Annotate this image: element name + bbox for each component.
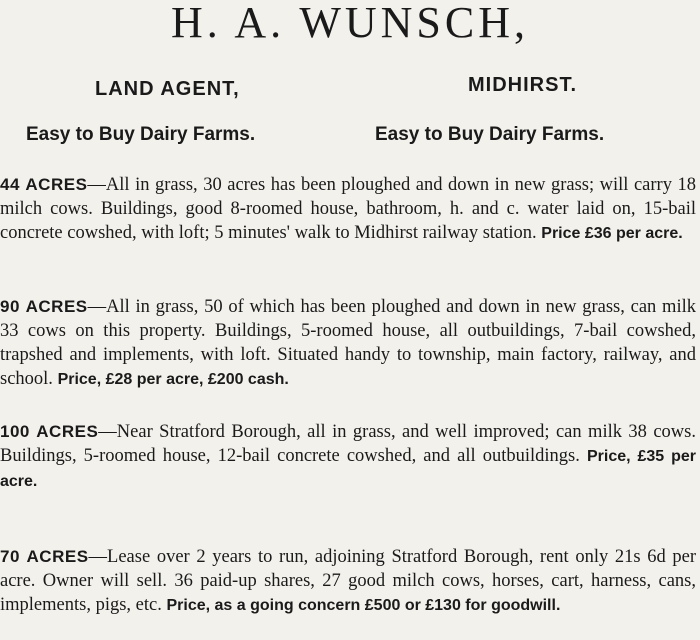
agent-role: LAND AGENT, [95,78,240,100]
listing-body: —All in grass, 30 acres has been ploughed and down in new grass; will carry 18 milch cows. Buildings, good 8-roomed house, bathroom, h. and c. water laid on, 15-bail concrete cowshed, with loft; 5 minutes' walk to Midhirst railway station. [0,175,696,243]
listing-price: Price £36 per acre. [541,225,683,242]
slogan-left: Easy to Buy Dairy Farms. [26,124,256,145]
slogan-right: Easy to Buy Dairy Farms. [375,124,605,145]
listing-body: —Near Stratford Borough, all in grass, and well improved; can milk 38 cows. Buildings, 5-roomed house, 12-bail concrete cowshed, and all outbuildings. [0,422,696,466]
listing-lead: 70 ACRES [0,547,89,566]
listing-price: Price, £35 per acre. [0,448,696,490]
listing-lead: 90 ACRES [0,297,88,316]
listing-body: —All in grass, 50 of which has been ploughed and down in new grass, can milk 33 cows on this property. Buildings, 5-roomed house, all outbuildings, 7-bail cowshed, trapshed and implements, with loft. Situated handy to township, main factory, railway, and school. [0,297,696,389]
agent-location: MIDHIRST. [468,74,577,96]
listing-90-acres [0,295,696,392]
listing-70-acres [0,545,696,618]
listing-100-acres [0,420,696,494]
listing-lead: 44 ACRES [0,175,88,194]
listing-price: Price, £28 per acre, £200 cash. [57,371,289,388]
listing-price: Price, as a going concern £500 or £130 for goodwill. [166,597,561,614]
listing-lead: 100 ACRES [0,422,99,441]
listing-44-acres [0,173,696,246]
agent-name-heading: H. A. WUNSCH, [170,0,529,47]
listing-body: —Lease over 2 years to run, adjoining Stratford Borough, rent only 21s 6d per acre. Owner will sell. 36 paid-up shares, 27 good milch cows, horses, cart, harness, cans, implements, pigs, etc. [0,547,696,615]
